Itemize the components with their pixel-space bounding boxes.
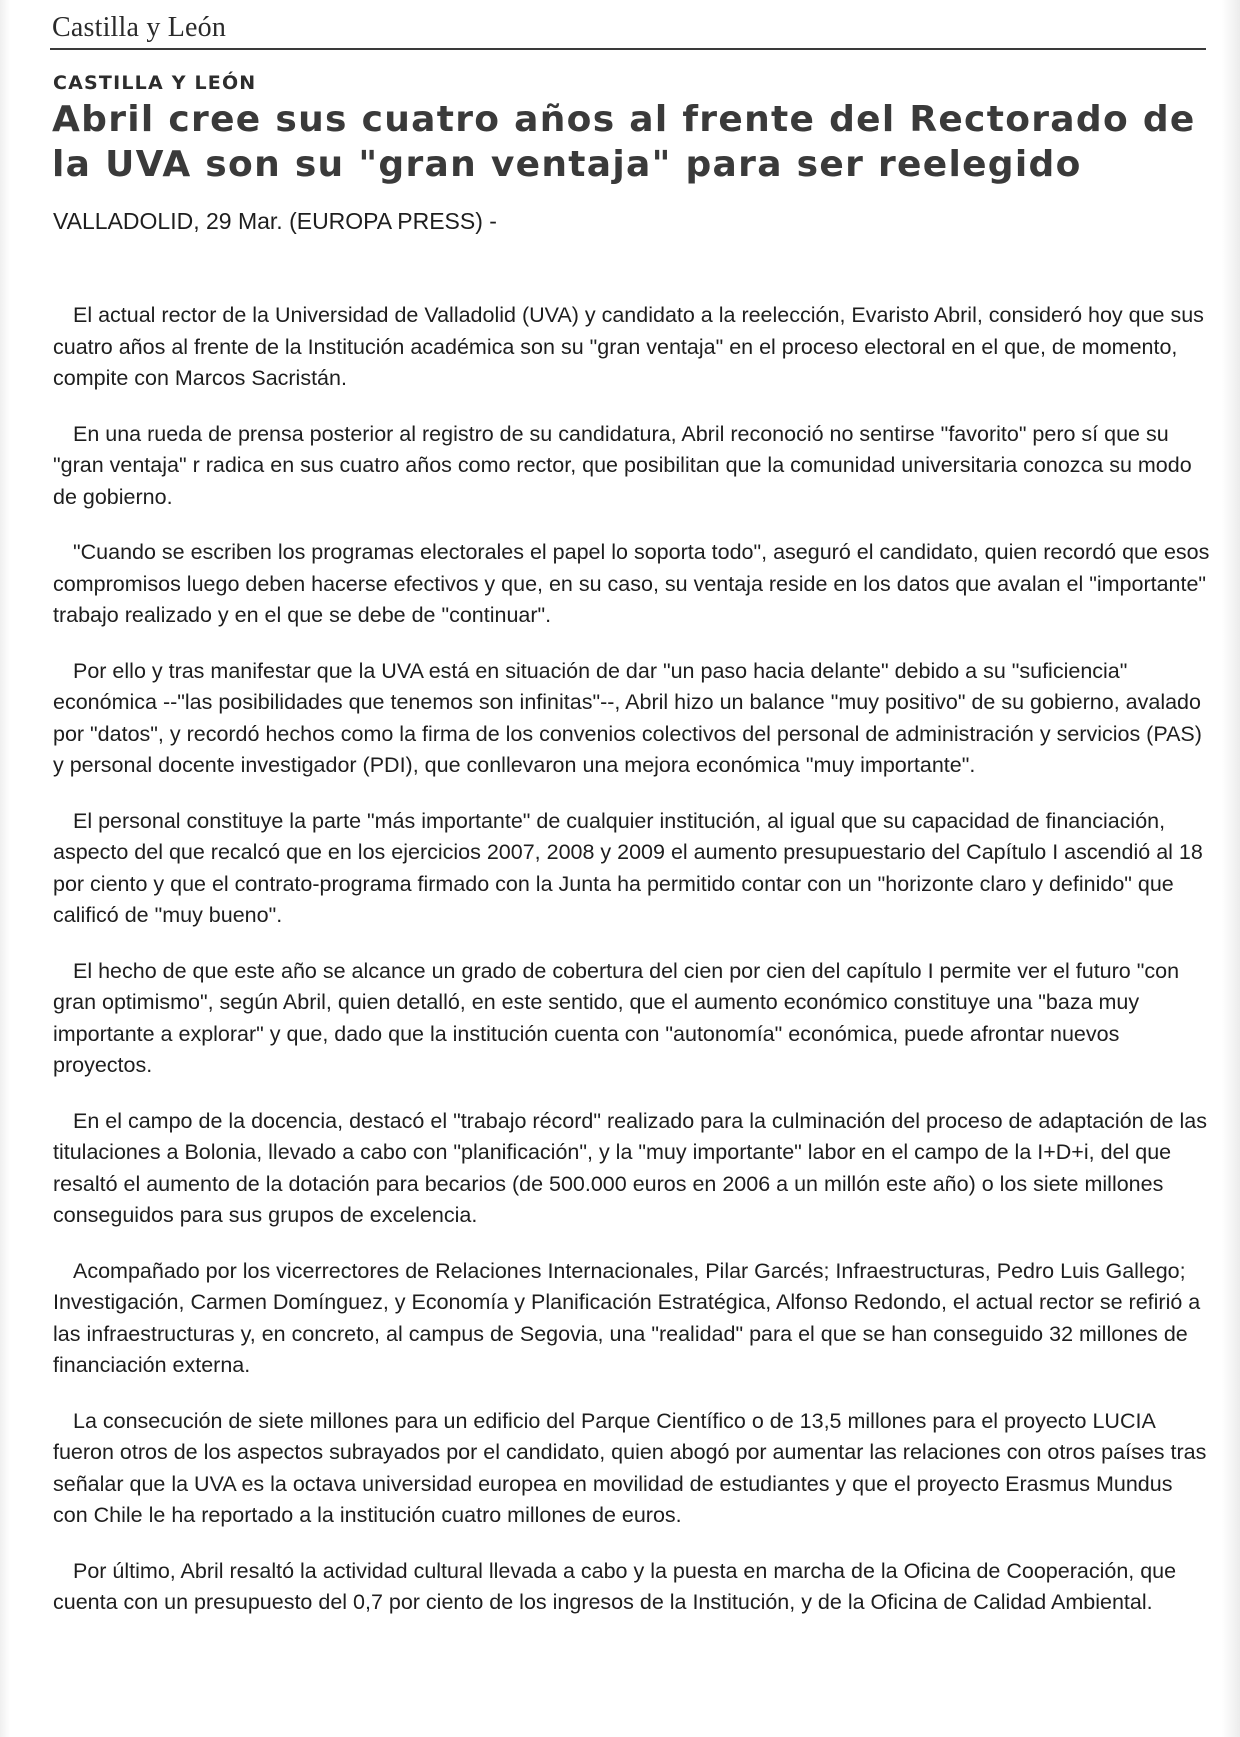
paragraph: En una rueda de prensa posterior al registro de su candidatura, Abril reconoció no sentirse "favorito" pero sí que su "gran ventaja" r radica en sus cuatro años como rector, que posibilitan que la comunidad universitaria conozca su modo de gobierno. <box>53 421 1192 509</box>
paragraph: Por ello y tras manifestar que la UVA está en situación de dar "un paso hacia delante" debido a su "suficiencia" económica --"las posibilidades que tenemos son infinitas"--, Abril hizo un balance "muy positivo" de su gobierno, avalado por "datos", y recordó hechos como la firma de los convenios colectivos del personal de administración y servicios (PAS) y personal docente investigador (PDI), que conllevaron una mejora económica "muy importante". <box>53 658 1202 777</box>
kicker: CASTILLA Y LEÓN <box>53 72 257 94</box>
dateline: VALLADOLID, 29 Mar. (EUROPA PRESS) - <box>53 208 497 234</box>
scan-shadow-left <box>0 0 10 1737</box>
headline: Abril cree sus cuatro años al frente del Rectorado de la UVA son su "gran ventaja" para ser reelegido <box>52 99 1196 185</box>
article-body <box>53 300 1213 1643</box>
scan-shadow-right <box>1222 0 1240 1737</box>
section-header: Castilla y León <box>52 12 227 43</box>
paragraph: La consecución de siete millones para un edificio del Parque Científico o de 13,5 millones para el proyecto LUCIA fueron otros de los aspectos subrayados por el candidato, quien abogó por aumentar las relaciones con otros países tras señalar que la UVA es la octava universidad europea en movilidad de estudiantes y que el proyecto Erasmus Mundus con Chile le ha reportado a la institución cuatro millones de euros. <box>53 1408 1207 1527</box>
paragraph: El actual rector de la Universidad de Valladolid (UVA) y candidato a la reelección, Evaristo Abril, consideró hoy que sus cuatro años al frente de la Institución académica son su "gran ventaja" en el proceso electoral en el que, de momento, compite con Marcos Sacristán. <box>53 303 1204 390</box>
paragraph: El personal constituye la parte "más importante" de cualquier institución, al igual que su capacidad de financiación, aspecto del que recalcó que en los ejercicios 2007, 2008 y 2009 el aumento presupuestario del Capítulo I ascendió al 18 por ciento y que el contrato-programa firmado con la Junta ha permitido contar con un "horizonte claro y definido" que calificó de "muy bueno". <box>53 808 1203 927</box>
paragraph: "Cuando se escriben los programas electorales el papel lo soporta todo", aseguró el candidato, quien recordó que esos compromisos luego deben hacerse efectivos y que, en su caso, su ventaja reside en los datos que avalan el "importante" trabajo realizado y en el que se debe de "continuar". <box>53 540 1210 627</box>
paragraph: En el campo de la docencia, destacó el "trabajo récord" realizado para la culminación del proceso de adaptación de las titulaciones a Bolonia, llevado a cabo con "planificación", y la "muy importante" labor en el campo de la I+D+i, del que resaltó el aumento de la dotación para becarios (de 500.000 euros en 2006 a un millón este año) o los siete millones conseguidos para sus grupos de excelencia. <box>53 1108 1207 1227</box>
paragraph: Por último, Abril resaltó la actividad cultural llevada a cabo y la puesta en marcha de la Oficina de Cooperación, que cuenta con un presupuesto del 0,7 por ciento de los ingresos de la Institución, y de la Oficina de Calidad Ambiental. <box>53 1558 1177 1614</box>
paragraph: Acompañado por los vicerrectores de Relaciones Internacionales, Pilar Garcés; Infraestructuras, Pedro Luis Gallego; Investigación, Carmen Domínguez, y Economía y Planificación Estratégica, Alfonso Redondo, el actual rector se refirió a las infraestructuras y, en concreto, al campus de Segovia, una "realidad" para el que se han conseguido 32 millones de financiación externa. <box>53 1258 1201 1377</box>
paragraph: El hecho de que este año se alcance un grado de cobertura del cien por cien del capítulo I permite ver el futuro "con gran optimismo", según Abril, quien detalló, en este sentido, que el aumento económico constituye una "baza muy importante a explorar" y que, dado que la institución cuenta con "autonomía" económica, puede afrontar nuevos proyectos. <box>53 958 1180 1077</box>
header-rule <box>50 48 1206 50</box>
